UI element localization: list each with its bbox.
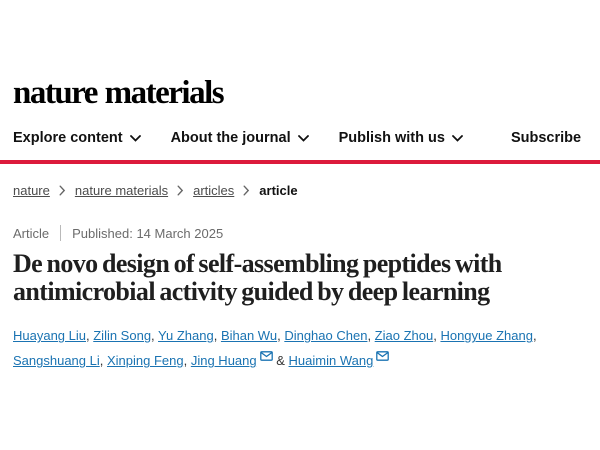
chevron-down-icon: [130, 135, 141, 142]
author-link[interactable]: Bihan Wu: [220, 328, 278, 344]
chevron-right-icon: [59, 185, 66, 196]
breadcrumb-articles[interactable]: articles: [193, 183, 235, 198]
author-separator: ,: [86, 328, 94, 344]
author-link[interactable]: Yu Zhang: [158, 328, 214, 344]
nav-publish-with-us[interactable]: [339, 130, 463, 146]
chevron-down-icon: [452, 135, 463, 142]
author-separator: &: [272, 353, 289, 369]
article-title-line2: antimicrobial activity guided by deep learning: [13, 277, 490, 306]
breadcrumb-nature[interactable]: nature: [13, 183, 50, 198]
author-link[interactable]: Zilin Song: [93, 328, 152, 344]
email-envelope-icon[interactable]: [376, 344, 389, 369]
nav-explore-content[interactable]: [13, 130, 141, 146]
nav-subscribe[interactable]: [511, 130, 581, 146]
author-separator: ,: [151, 328, 159, 344]
author-separator: ,: [183, 353, 191, 369]
article-title-line1: De novo design of self-assembling peptides with: [13, 249, 502, 278]
breadcrumb-article-current: article: [259, 183, 298, 198]
breadcrumb: [13, 183, 587, 198]
author-link[interactable]: Xinping Feng: [106, 353, 184, 369]
author-list: [13, 323, 587, 373]
article-type-label: Article: [13, 225, 50, 241]
nav-label: Explore content: [13, 130, 123, 146]
author-link[interactable]: Dinghao Chen: [284, 328, 368, 344]
breadcrumb-nature-materials[interactable]: nature materials: [74, 183, 169, 198]
author-link[interactable]: Hongyue Zhang: [440, 328, 533, 344]
author-link[interactable]: Huayang Liu: [13, 328, 86, 344]
journal-logo[interactable]: nature materials: [13, 75, 224, 111]
article-meta: [13, 225, 587, 241]
published-date: Published: 14 March 2025: [72, 225, 224, 241]
author-separator: ,: [532, 328, 537, 344]
email-envelope-icon[interactable]: [260, 344, 273, 369]
author-link[interactable]: Sangshuang Li: [13, 353, 100, 369]
journal-navbar: [13, 116, 587, 160]
author-link[interactable]: Ziao Zhou: [374, 328, 434, 344]
author-separator: ,: [277, 328, 285, 344]
author-separator: ,: [367, 328, 375, 344]
nav-label: Publish with us: [338, 130, 445, 146]
chevron-right-icon: [243, 185, 250, 196]
author-separator: ,: [213, 328, 221, 344]
author-separator: ,: [433, 328, 441, 344]
journal-accent-rule: [0, 160, 600, 164]
nav-label: About the journal: [170, 130, 291, 146]
chevron-down-icon: [298, 135, 309, 142]
meta-divider: [60, 225, 61, 241]
nav-label: Subscribe: [510, 130, 582, 146]
author-separator: ,: [99, 353, 107, 369]
author-link[interactable]: Jing Huang: [190, 353, 257, 369]
chevron-right-icon: [177, 185, 184, 196]
nav-about-the-journal[interactable]: [171, 130, 309, 146]
article-title: [13, 250, 587, 306]
author-link[interactable]: Huaimin Wang: [288, 353, 374, 369]
